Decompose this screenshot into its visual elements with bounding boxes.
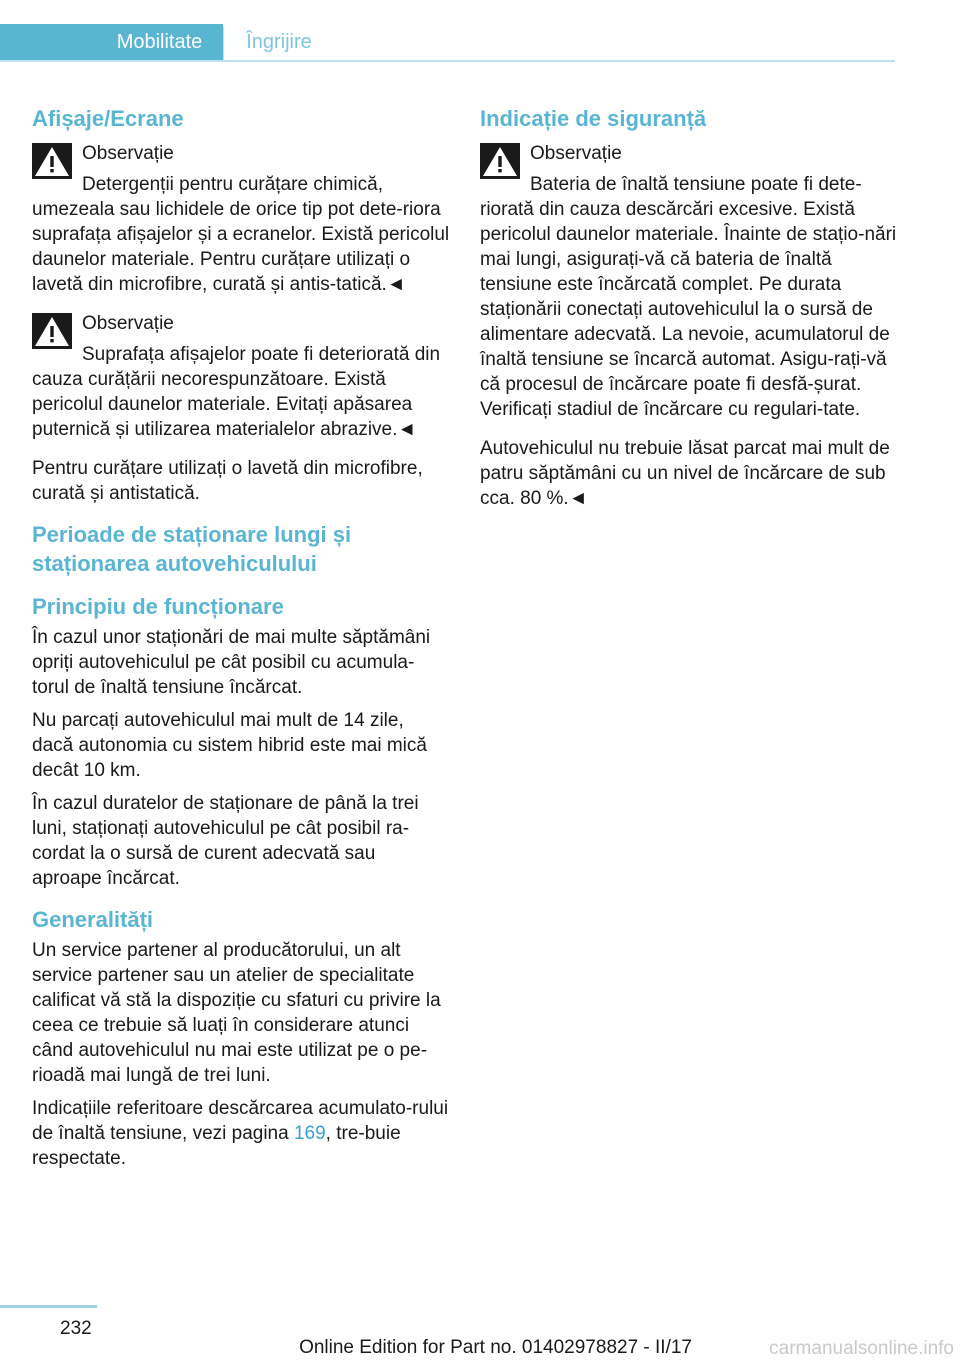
heading-general: Generalități — [32, 907, 154, 932]
warning-title: Observație — [82, 143, 174, 164]
header-rule — [0, 60, 895, 62]
page-number: 232 — [60, 1318, 92, 1339]
paragraph-parking-limit: Autovehiculul nu trebuie lăsat parcat mai mult de patru săptămâni cu un nivel de încărcare de sub cca. 80 %.◄ — [480, 438, 890, 509]
warning-body: Bateria de înaltă tensiune poate fi dete-riorată din cauza descărcări excesive. Există pericolul daunelor materiale. Înainte de stațio-nări mai lungi, asigurați-vă că bateria de înaltă tensiune este încărcată complet. Pe durata staționării conectați autovehiculul la o sursă de alimentare adecvată. La nevoie, acumulatorul de înaltă tensiune se încarcă automat. Asigu-rați-vă că procesul de încărcare poate fi desfă-șurat. Verificați stadiul de încărcare cu regulari-tate. — [480, 174, 897, 420]
left-column — [32, 100, 450, 1179]
tab-mobilitate[interactable]: Mobilitate — [96, 24, 223, 61]
paragraph-text: Indicațiile referitoare descărcarea acumulato-rului de înaltă tensiune, vezi pagina — [32, 1098, 449, 1144]
heading-principle: Principiu de funcționare — [32, 594, 284, 619]
warning-triangle-icon — [32, 313, 72, 349]
paragraph-cleaning: Pentru curățare utilizați o lavetă din microfibre, curată și antistatică. — [32, 458, 423, 504]
right-column — [480, 100, 898, 519]
warning-body: Suprafața afișajelor poate fi deteriorată din cauza curățării necorespunzătoare. Există pericolul daunelor materiale. Evitați apăsarea puternică și utilizarea materialelor abrazive.◄ — [32, 344, 441, 440]
warning-block-3 — [480, 141, 898, 422]
warning-triangle-icon — [32, 143, 72, 179]
paragraph-general-1: Un service partener al producătorului, un alt service partener sau un atelier de specialitate calificat vă stă la dispoziție cu sfaturi cu privire la ceea ce trebuie să luați în considerare atunci când autovehiculul nu mai este utilizat pe o pe-rioadă mai lungă de trei luni. — [32, 940, 441, 1086]
warning-block-1 — [32, 141, 450, 297]
tab-blank — [0, 24, 96, 61]
heading-displays: Afișaje/Ecrane — [32, 106, 184, 131]
paragraph-principle-1: În cazul unor staționări de mai multe săptămâni opriți autovehiculul pe cât posibil cu acumula-torul de înaltă tensiune încărcat. — [32, 627, 431, 698]
tab-ingrijire[interactable]: Îngrijire — [246, 31, 312, 53]
warning-block-2 — [32, 311, 450, 442]
paragraph-principle-3: În cazul duratelor de staționare de până la trei luni, staționați autovehiculul pe cât posibil ra-cordat la o sursă de curent adecvată sau aproape încărcat. — [32, 793, 419, 889]
edition-info: Online Edition for Part no. 01402978827 - II/17 — [299, 1337, 692, 1358]
warning-title: Observație — [530, 143, 622, 164]
footer-rule — [0, 1305, 97, 1308]
heading-safety: Indicație de siguranță — [480, 106, 707, 131]
watermark: carmanualsonline.info — [769, 1338, 954, 1359]
warning-triangle-icon — [480, 143, 520, 179]
warning-title: Observație — [82, 313, 174, 334]
heading-parking: Perioade de staționare lungi și staționarea autovehiculului — [32, 522, 352, 576]
paragraph-general-2 — [32, 1096, 450, 1171]
page-reference-link[interactable]: 169 — [293, 1123, 326, 1144]
warning-body: Detergenții pentru curățare chimică, umezeala sau lichidele de orice tip pot dete-riora suprafața afișajelor și a ecranelor. Există pericolul daunelor materiale. Pentru curățare utilizați o lavetă din microfibre, curată și antis-tatică.◄ — [32, 174, 450, 295]
paragraph-text: , tre-buie respectate. — [32, 1123, 401, 1169]
paragraph-principle-2: Nu parcați autovehiculul mai mult de 14 zile, dacă autonomia cu sistem hibrid este mai mică decât 10 km. — [32, 710, 427, 781]
